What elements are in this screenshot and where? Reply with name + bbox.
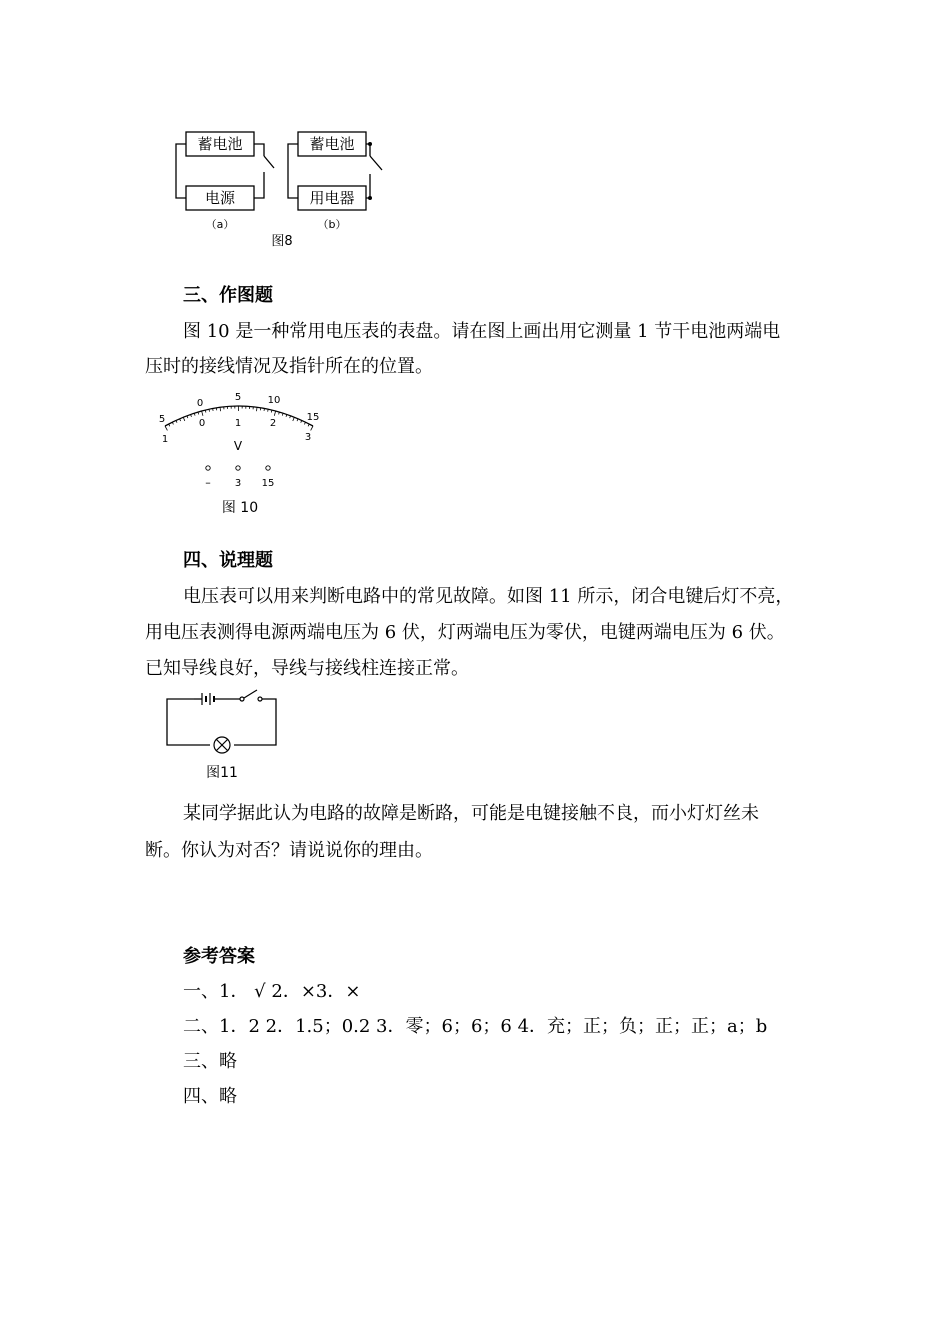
dial-tick: [304, 422, 305, 424]
dial-tick: [220, 407, 221, 411]
switch-symbol: [240, 690, 262, 701]
answers-row-1: 一、1． √ 2．×3．×: [183, 981, 361, 1002]
figure-11-circuit: [160, 685, 285, 785]
answers-row-3: 三、略: [183, 1051, 237, 1072]
lamp-symbol: [214, 737, 230, 753]
dial-bottom-label: 2: [269, 418, 277, 429]
dial-tick: [274, 411, 275, 416]
answers-row-4: 四、略: [183, 1086, 237, 1107]
fig8-a-top-label: 蓄电池: [197, 135, 243, 153]
dial-top-label: 15: [306, 412, 320, 423]
dial-tick: [256, 407, 257, 411]
answers-heading: 参考答案: [183, 946, 255, 967]
dial-top-label: 5: [158, 414, 166, 425]
dial-top-label: 10: [267, 395, 281, 406]
dial-tick: [202, 411, 203, 416]
section-3-heading: 三、作图题: [183, 285, 273, 306]
battery-symbol: [202, 693, 214, 705]
section-4-heading: 四、说理题: [183, 550, 273, 571]
figure-8: [170, 122, 400, 252]
dial-tick: [308, 424, 309, 426]
fig10-caption: 图 10: [221, 500, 259, 516]
fig8-caption: 图8: [271, 234, 293, 249]
fig8-b-bottom-label: 用电器: [309, 189, 355, 207]
terminal-3[interactable]: [236, 466, 240, 470]
dial-top-label: 0: [196, 398, 204, 409]
dial-unit: V: [233, 439, 243, 453]
section-4-text-line-3: 已知导线良好，导线与接线柱连接正常。: [145, 658, 469, 679]
fig11-caption: 图11: [206, 765, 238, 781]
terminal-15[interactable]: [266, 466, 270, 470]
dial-tick: [301, 420, 302, 422]
terminal-label: 15: [261, 478, 275, 489]
fig8-b-top-label: 蓄电池: [309, 135, 355, 153]
dial-top-label: 5: [234, 392, 242, 403]
dial-tick: [311, 426, 313, 430]
fig8-b-caption: （b）: [317, 218, 347, 231]
dial-tick: [271, 410, 272, 412]
dial-tick: [293, 417, 294, 421]
section-3-text-line-2: 压时的接线情况及指针所在的位置。: [145, 356, 433, 377]
fig8-a-caption: （a）: [205, 218, 235, 231]
figure-10-voltmeter: [150, 388, 340, 523]
dial-tick: [268, 409, 269, 411]
section-4-text-line-5: 断。你认为对否？请说说你的理由。: [145, 840, 433, 861]
section-4-text-line-1: 电压表可以用来判断电路中的常见故障。如图 11 所示，闭合电键后灯不亮，: [183, 586, 794, 607]
dial-tick: [172, 422, 173, 424]
dial-tick: [176, 420, 177, 422]
answers-row-2: 二、1．2 2．1.5；0.2 3．零；6；6；6 4．充；正；负；正；正；a；b: [183, 1016, 768, 1037]
section-4-text-line-4: 某同学据此认为电路的故障是断路，可能是电键接触不良，而小灯灯丝未: [183, 803, 759, 824]
dial-bottom-label: 1: [161, 434, 169, 445]
dial-bottom-label: 3: [304, 432, 312, 443]
dial-tick: [169, 424, 170, 426]
section-4-text-line-2: 用电压表测得电源两端电压为 6 伏，灯两端电压为零伏，电键两端电压为 6 伏。: [145, 622, 785, 643]
dial-tick: [209, 409, 210, 411]
fig8-a-bottom-label: 电源: [204, 189, 236, 207]
dial-bottom-label: 1: [234, 418, 242, 429]
terminal-label: –: [205, 476, 211, 489]
terminal-negative[interactable]: [206, 466, 210, 470]
dial-tick: [180, 419, 181, 421]
dial-tick: [183, 417, 185, 421]
dial-bottom-label: 0: [198, 418, 206, 429]
terminal-label: 3: [234, 478, 242, 489]
dial-tick: [165, 426, 167, 430]
section-3-text-line-1: 图 10 是一种常用电压表的表盘。请在图上画出用它测量 1 节干电池两端电: [183, 321, 781, 342]
